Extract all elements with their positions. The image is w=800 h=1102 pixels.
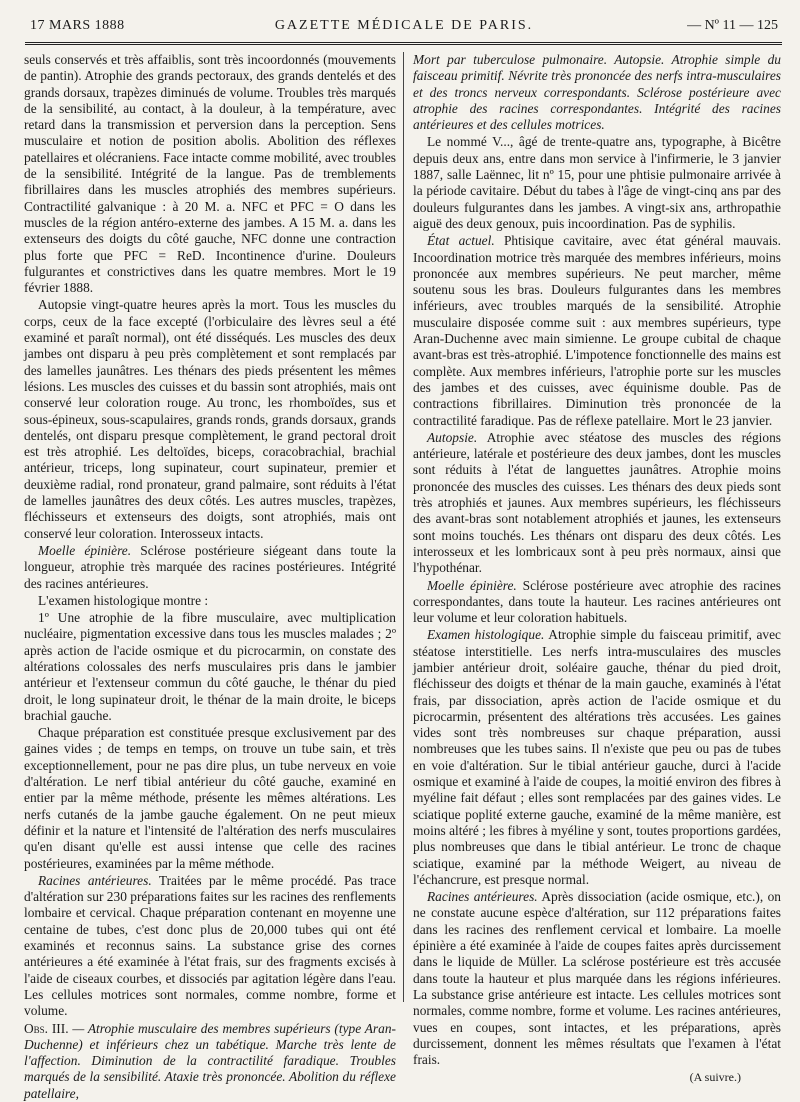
paragraph-text: Atrophie simple du faisceau primitif, avec stéatose interstitielle. Les nerfs intra-musculaires des muscles jambier antérieur droit, soléaire gauche, thénar du pied droit, fléchisseur des doigts et thénar de la main gauche, examinés à l'état frais, par dissociation, après action de l'acide osmique et du picrocarmin, présentent des altérations très accusées. Les gaines vides sont très nombreuses sur chaque préparation, aussi nombreuses que les tubes sains. Il n'existe que peu ou pas de tubes en voie d'altération. Sur le tibial antérieur gauche, durci à l'acide osmique et examiné à l'aide de coupes, la moitié environ des fibres à myéline fait défaut ; elles sont remplacées par des gaines vides. Le sciatique poplité externe gauche, examiné de la même manière, est moins altéré ; les fibres à myéline y sont, toutes proportions gardées, plus nombreuses que dans le tibial antérieur. Le tronc de chaque sciatique, examiné par la méthode Weigert, au niveau de l'échancrure, est presque normal. (413, 627, 782, 887)
observation-heading (24, 1021, 396, 1102)
paragraph: Chaque préparation est constituée presque exclusivement par des gaines vides ; de temps en temps, on trouve un tube sain, et très exceptionnellement, pour ne pas dire plus, un tube nerveux en voie d'altération. Le nerf tibial antérieur du côté gauche, examiné en entier par la même méthode, présente les mêmes altérations. Les nerfs cutanés de la jambe gauche également. On ne peut mieux définir et la nature et l'intensité de l'altération des nerfs musculaires qu'en disant qu'elle est aussi intense que celle des racines postérieures, examinées par la même méthode. (24, 725, 396, 871)
paragraph-text: Atrophie avec stéatose des muscles des régions antérieure, latérale et postérieure des deux jambes, dont les muscles sont réduits à l'état de languettes jaunâtres. Atrophie moins prononcée des muscles des cuisses. Les thénars des deux pieds sont très atrophiés et jaunes. Aux membres supérieurs, les fléchisseurs des avant-bras sont notablement atrophiés et jaunes, les extenseurs sont moins touchés. Les thénars ont disparu des deux côtés. Les interosseux et les lombricaux sont à peu près normaux, ainsi que l'hypothénar. (413, 429, 781, 576)
paragraph-text: Phtisique cavitaire, avec état général mauvais. Incoordination motrice très marquée des membres inférieurs, moins prononcée aux membres supérieurs. Ne peut marcher, même soutenu sous les bras. Douleurs fulgurantes dans les membres inférieurs, avec troubles marqués de la sensibilité. Atrophie musculaire disposée comme suit : aux membres supérieurs, type Aran-Duchenne avec main simienne. Le groupe cubital de chaque avant-bras est très-atrophié. L'impotence fonctionnelle des mains est complète. Aux membres inférieurs, l'atrophie porte sur les muscles des jambes et des cuisses, avec équinisme double. Pas de contractions fibrillaires. Diminution très prononcée de la contractilité faradique. Pas de réflexe patellaire. Mort le 23 janvier. (413, 233, 781, 428)
section-label: Moelle épinière. (427, 577, 517, 593)
header-rule (25, 42, 782, 45)
section-label: Racines antérieures. (38, 872, 152, 888)
paragraph-examen (413, 627, 781, 888)
continued-note: (A suivre.) (689, 1070, 741, 1085)
right-column (413, 52, 782, 1085)
paragraph-racines (24, 873, 396, 1020)
paragraph-text: Traitées par le même procédé. Pas trace d'altération sur 230 préparations faites sur les racines des renflements lombaire et cervical. Chaque préparation contenant en moyenne une centaine de tubes, c'est donc plus de 20,000 tubes qui ont été examinés et reconnus sains. La substance grise des cornes antérieures a été examinée à l'état frais, sur des fragments excisés à l'aide de ciseaux courbes, et dissociés par agitation légère dans l'eau. Les cellules motrices sont normales, comme nombre, forme et volume. (24, 872, 397, 1019)
section-label: Moelle épinière. (38, 542, 132, 558)
paragraph-etat-actuel (413, 233, 781, 429)
paragraph: seuls conservés et très affaiblis, sont très incoordonnés (mouvements de pantin). Atrophie des grands pectoraux, des grands dentelés et des grands dorsaux, trapèzes diminués de volume. Troubles très marqués de la sensibilité, au contact, à la douleur, à la température, avec retard dans la transmission et perversion dans la perception. Sens musculaire et notion de position abolis. Abolition des réflexes patellaires et olécraniens. Face intacte comme mobilité, avec troubles de la sensibilité. Intégrité de la langue. Pas de tremblements fibrillaires dans les muscles atrophiés des membres supérieurs. Contractilité galvanique : à 20 M. a. NFC et PFC = O dans les muscles de la région antéro-externe des jambes. A 15 M. a. dans les extenseurs des doigts du côté gauche, NFC donne une contraction plus forte que PFC = ReD. Incontinence d'urine. Douleurs fulgurantes et constrictives dans les quatre membres. Mort le 19 février 1888. (24, 52, 396, 296)
running-header (30, 14, 778, 40)
section-label: État actuel. (427, 233, 495, 249)
paragraph-text: Après dissociation (acide osmique, etc.), on ne constate aucune espèce d'altération, sur 112 préparations faites dans les racines des renflement cervical et lombaire. La moelle épinière a été examinée à l'aide de coupes faites après durcissement dans le liquide de Müller. La sclérose postérieure est très accusée dans toute la hauteur et plus marquée dans les régions inférieures. La substance grise antérieure est intacte. Les cellules motrices sont normales, comme nombre, forme et volume. Les racines antérieures, vues en coupes, sont intactes, et les préparations, après durcissement, donnent les mêmes résultats que l'examen à l'état frais. (413, 889, 781, 1068)
issue-date: 17 MARS 1888 (30, 18, 125, 33)
column-divider (403, 52, 404, 1002)
paragraph: 1º Une atrophie de la fibre musculaire, avec multiplication nucléaire, pigmentation excessive dans tous les muscles malades ; 2º après action de l'acide osmique et du picrocarmin, on constate des altérations colossales des nerfs musculaires pris dans le jambier antérieur et l'extenseur commun du côté gauche, le thénar du pied droit, le long supinateur droit, le thénar de la main droite, le biceps brachial gauche. (24, 610, 396, 723)
paragraph: Le nommé V..., âgé de trente-quatre ans, typographe, à Bicêtre depuis deux ans, entre dans mon service à l'infirmerie, le 3 janvier 1887, salle Laënnec, lit nº 15, pour une phtisie pulmonaire arrivée à la période cavitaire. Début du tabes à l'âge de vingt-cinq ans par des douleurs fulgurantes dans les jambes. A vingt-six ans, arthropathie aiguë des deux genoux, puis incoordination. Pas de syphilis. (413, 134, 781, 231)
observation-title: — Atrophie musculaire des membres supérieurs (type Aran-Duchenne) et inférieurs chez un tabétique. Marche très lente de l'affection. Diminution de la contractilité faradique. Troubles marqués de la sensibilité. Ataxie très prononcée. Abolition du réflexe patellaire, (24, 1020, 396, 1101)
paragraph-moelle (413, 578, 781, 627)
section-label: Autopsie. (427, 429, 478, 445)
observation-label: Obs. III. (24, 1020, 69, 1036)
paragraph-text: Sclérose postérieure siégeant dans toute la longueur, atrophie très marquée des racines postérieures. Intégrité des racines antérieures. (24, 542, 397, 591)
paragraph-text: Sclérose postérieure avec atrophie des racines correspondantes, dans toute la hauteur. Les racines antérieures ont leur volume et leur coloration habituels. (413, 577, 782, 626)
paragraph-autopsie (413, 430, 781, 577)
journal-title: GAZETTE MÉDICALE DE PARIS. (274, 18, 534, 33)
left-column (24, 52, 397, 1101)
observation-summary: Mort par tuberculose pulmonaire. Autopsie. Atrophie simple du faisceau primitif. Névrite très prononcée des nerfs intra-musculaires et des troncs nerveux correspondants. Sclérose postérieure avec atrophie des racines correspondantes. Intégrité des racines antérieures et des cellules motrices. (413, 52, 781, 133)
paragraph: L'examen histologique montre : (38, 592, 209, 608)
paragraph-autopsie: Autopsie vingt-quatre heures après la mort. Tous les muscles du corps, ceux de la face excepté (l'orbiculaire des lèvres seul a été examiné et paraît normal), ont été disséqués. Les muscles des deux jambes ont disparu à peu près complètement et sont remplacés par des lamelles jaunâtres. Les thénars des pieds présentent les mêmes lésions. Les muscles des cuisses et du bassin sont atrophiés, mais ont conservé leur coloration rouge. Au tronc, les rhomboïdes, sus et sous-épineux, sous-scapulaires, grands ronds, grands dorsaux, grands dentelés, ont disparu presque complètement, le grand pectoral droit est très atrophié. Les deltoïdes, biceps, coracobrachial, brachial antérieur, triceps, long supinateur, court supinateur, premier et deuxième radial, rond pronateur, grand palmaire, sont réduits à l'état de lamelles jaunâtres des deux côtés. Les autres muscles, trapèzes, fléchisseurs et extenseurs des doigts, sont atrophiés, mais ont conservé leur coloration. Interosseux intacts. (24, 297, 396, 541)
page-number: — Nº 11 — 125 (687, 18, 778, 33)
section-label: Examen histologique. (427, 627, 545, 643)
section-label: Racines antérieures. (427, 889, 538, 905)
paragraph-moelle (24, 543, 396, 592)
paragraph-racines (413, 889, 781, 1068)
